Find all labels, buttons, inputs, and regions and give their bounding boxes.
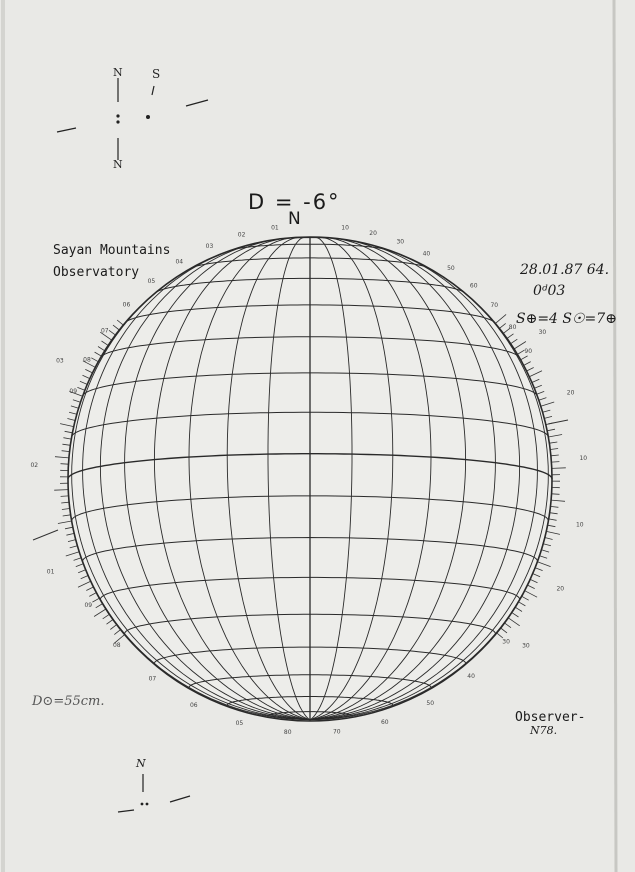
limb-tick bbox=[61, 464, 69, 465]
limb-scale-label: 08 bbox=[83, 356, 91, 364]
limb-scale-label: 30 bbox=[502, 638, 510, 646]
limb-scale-label: 06 bbox=[122, 301, 131, 309]
limb-scale-label: 30 bbox=[396, 238, 405, 246]
limb-scale-label: 02 bbox=[30, 462, 39, 469]
limb-scale-label: 10 bbox=[579, 454, 588, 462]
limb-scale-label: 05 bbox=[235, 720, 244, 728]
observatory-name bbox=[53, 240, 170, 284]
observatory-line-2: Observatory bbox=[53, 265, 140, 280]
observation-date: 28.01.87 64. bbox=[520, 262, 610, 278]
bottom-north-mark: N bbox=[136, 757, 146, 770]
observation-time: 0ᵈ03 bbox=[533, 283, 566, 299]
disk-diameter: D⊙=55cm. bbox=[32, 694, 105, 709]
limb-scale-label: 20 bbox=[369, 230, 377, 237]
limb-scale-label: 03 bbox=[56, 357, 64, 365]
limb-scale-label: 01 bbox=[46, 568, 55, 576]
limb-scale-label: 70 bbox=[332, 728, 341, 736]
seeing-values: S⊕=4 S☉=7⊕ bbox=[516, 311, 617, 327]
limb-scale-label: 03 bbox=[205, 242, 214, 250]
limb-tick bbox=[552, 494, 560, 495]
top-mark-n1: N bbox=[113, 66, 123, 79]
north-marker: N bbox=[288, 209, 301, 229]
limb-scale-label: 40 bbox=[422, 250, 431, 258]
limb-scale-label: 07 bbox=[100, 327, 109, 335]
limb-scale-label: 08 bbox=[112, 642, 121, 649]
limb-scale-label: 10 bbox=[575, 521, 584, 529]
limb-tick bbox=[551, 462, 559, 463]
top-mark-n2: N bbox=[113, 158, 123, 171]
limb-tick bbox=[61, 496, 69, 497]
limb-scale-label: 80 bbox=[508, 324, 517, 332]
limb-scale-label: 01 bbox=[271, 224, 279, 232]
limb-scale-label: 60 bbox=[469, 282, 478, 290]
limb-scale-label: 40 bbox=[467, 672, 475, 680]
limb-scale-label: 90 bbox=[524, 348, 533, 355]
limb-scale-label: 02 bbox=[237, 231, 246, 239]
observer-number: N78. bbox=[530, 724, 558, 737]
limb-scale-label: 60 bbox=[380, 718, 389, 726]
limb-scale-label: 20 bbox=[556, 585, 565, 593]
heliographic-grid bbox=[68, 237, 552, 721]
limb-scale-label: 06 bbox=[189, 702, 198, 710]
limb-scale-label: 04 bbox=[175, 258, 184, 266]
limb-scale-label: 30 bbox=[538, 328, 547, 336]
declination-title: D = -6° bbox=[248, 190, 341, 214]
limb-scale-label: 80 bbox=[283, 729, 292, 736]
limb-scale-label: 20 bbox=[566, 389, 575, 397]
top-mark-s: S bbox=[152, 67, 161, 81]
limb-scale-label: 70 bbox=[490, 302, 499, 310]
limb-scale-label: 07 bbox=[148, 675, 157, 683]
limb-scale-label: 09 bbox=[84, 602, 93, 609]
observer-label: Observer- bbox=[515, 710, 586, 725]
limb-scale-label: 50 bbox=[426, 700, 435, 707]
limb-scale-label: 10 bbox=[341, 224, 349, 232]
limb-scale-label: 09 bbox=[69, 387, 78, 395]
observatory-line-1: Sayan Mountains bbox=[53, 243, 171, 258]
limb-scale-label: 30 bbox=[522, 642, 530, 650]
limb-scale-label: 05 bbox=[147, 278, 156, 286]
limb-scale-label: 50 bbox=[447, 265, 455, 273]
